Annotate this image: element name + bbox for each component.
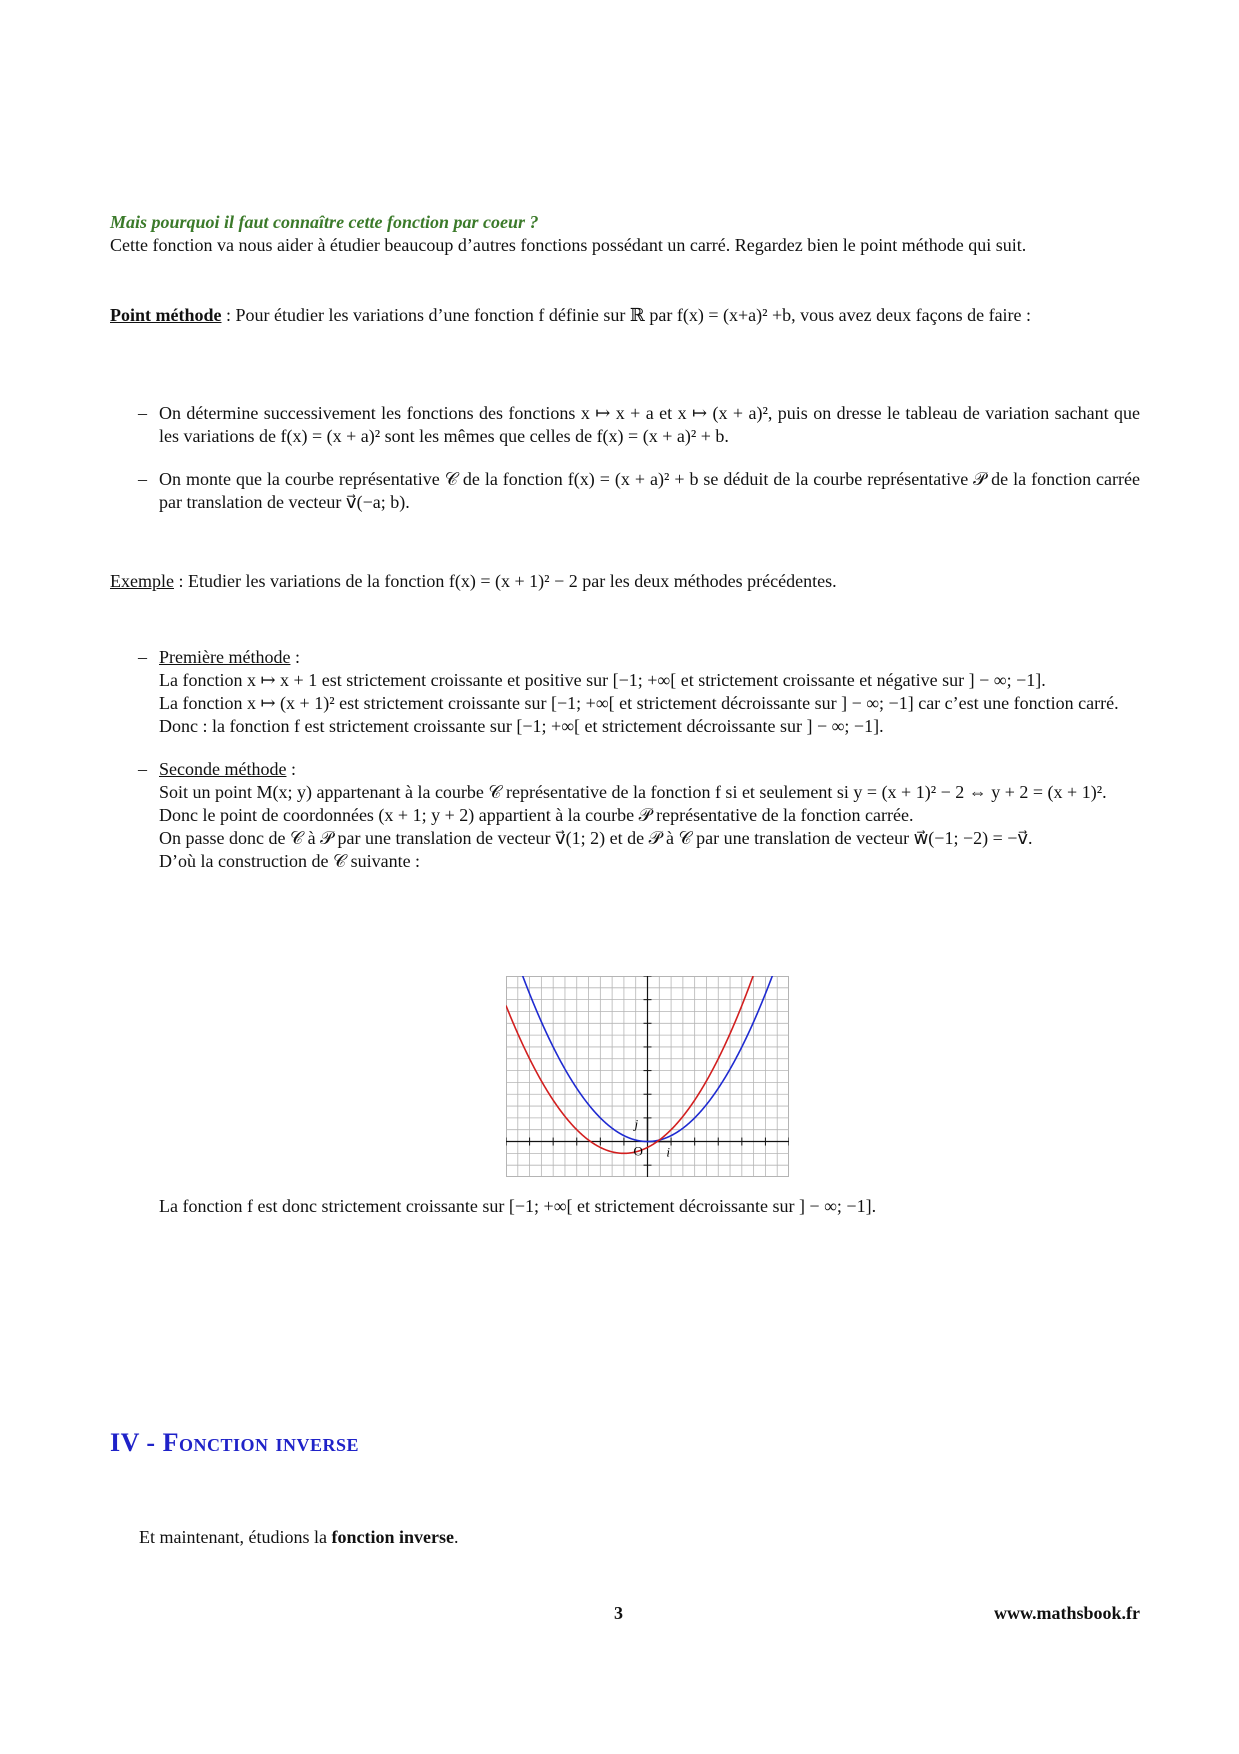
section-title: Fonction inverse xyxy=(162,1428,360,1457)
list-bullet: – xyxy=(138,403,147,423)
second-method-label: Seconde méthode xyxy=(159,759,287,779)
origin-label: O xyxy=(633,1143,643,1159)
first-method-label: Première méthode xyxy=(159,647,291,667)
parabola-graph xyxy=(506,976,789,1177)
list-item xyxy=(110,646,1140,738)
first-method-line-2: La fonction x ↦ (x + 1)² est strictement croissante sur [−1; +∞[ et strictement décroissante sur ] − ∞; −1] car c’est une fonction carré. xyxy=(159,693,1119,713)
list-item xyxy=(110,402,1140,448)
next-text-end: . xyxy=(453,1527,459,1547)
next-text: Et maintenant, étudions la xyxy=(139,1527,332,1547)
section-number: IV - xyxy=(110,1428,163,1457)
second-method-line-1: Soit un point M(x; y) appartenant à la courbe 𝒞 représentative de la fonction f si et seulement si y = (x + 1)² − 2 ⇔ y + 2 = (x + 1)². xyxy=(159,782,1107,802)
unit-vector-j-label: j⃗ xyxy=(634,1116,649,1132)
example-text: : Etudier les variations de la fonction f(x) = (x + 1)² − 2 par les deux méthodes précédentes. xyxy=(173,571,837,591)
example-label: Exemple xyxy=(110,571,174,591)
first-method-line-1: La fonction x ↦ x + 1 est strictement croissante et positive sur [−1; +∞[ et strictement croissante et négative sur ] − ∞; −1]. xyxy=(159,670,1046,690)
next-paragraph xyxy=(139,1526,1139,1549)
list-item xyxy=(110,758,1140,873)
conclusion-paragraph: La fonction f est donc strictement croissante sur [−1; +∞[ et strictement décroissante sur ] − ∞; −1]. xyxy=(159,1196,877,1216)
intro-section xyxy=(110,211,1140,257)
method-paragraph xyxy=(110,304,1140,327)
example-paragraph xyxy=(110,570,1140,593)
second-method-line-2: Donc le point de coordonnées (x + 1; y + 2) appartient à la courbe 𝒫 représentative de la fonction carrée. xyxy=(159,805,914,825)
next-bold-text: fonction inverse xyxy=(331,1527,454,1547)
second-method-line-3: On passe donc de 𝒞 à 𝒫 par une translation de vecteur v⃗(1; 2) et de 𝒫 à 𝒞 par une translation de vecteur w⃗(−1; −2) = −v⃗. xyxy=(159,828,1033,848)
method-item-2: On monte que la courbe représentative 𝒞 de la fonction f(x) = (x + a)² + b se déduit de la courbe représentative 𝒫 de la fonction carrée par translation de vecteur v⃗(−a; b). xyxy=(159,469,1140,512)
parabola-c-curve xyxy=(506,976,757,1153)
solution-list xyxy=(110,646,1140,873)
intro-title: Mais pourquoi il faut connaître cette fonction par coeur ? xyxy=(110,212,539,232)
list-bullet: – xyxy=(138,647,147,667)
first-method-line-3: Donc : la fonction f est strictement croissante sur [−1; +∞[ et strictement décroissante sur ] − ∞; −1]. xyxy=(159,716,884,736)
method-label: Point méthode xyxy=(110,305,222,325)
list-item xyxy=(110,468,1140,514)
method-item-1: On détermine successivement les fonctions des fonctions x ↦ x + a et x ↦ (x + a)², puis on dresse le tableau de variation sachant que les variations de f(x) = (x + a)² sont les mêmes que celles de f(x) = (x + a)² + b. xyxy=(159,403,1140,446)
list-bullet: – xyxy=(138,469,147,489)
footer-url[interactable]: www.mathsbook.fr xyxy=(993,1603,1140,1623)
list-bullet: – xyxy=(138,759,147,779)
section-heading xyxy=(110,1428,359,1458)
page-number: 3 xyxy=(614,1603,623,1623)
method-list xyxy=(110,402,1140,514)
first-method-suffix: : xyxy=(290,647,300,667)
method-text: : Pour étudier les variations d’une fonction f définie sur ℝ par f(x) = (x+a)² +b, vous avez deux façons de faire : xyxy=(221,305,1032,325)
second-method-suffix: : xyxy=(286,759,296,779)
intro-text: Cette fonction va nous aider à étudier beaucoup d’autres fonctions possédant un carré. Regardez bien le point méthode qui suit. xyxy=(110,235,1027,255)
second-method-line-4: D’où la construction de 𝒞 suivante : xyxy=(159,851,421,871)
unit-vector-i-label: i⃗ xyxy=(666,1144,681,1160)
